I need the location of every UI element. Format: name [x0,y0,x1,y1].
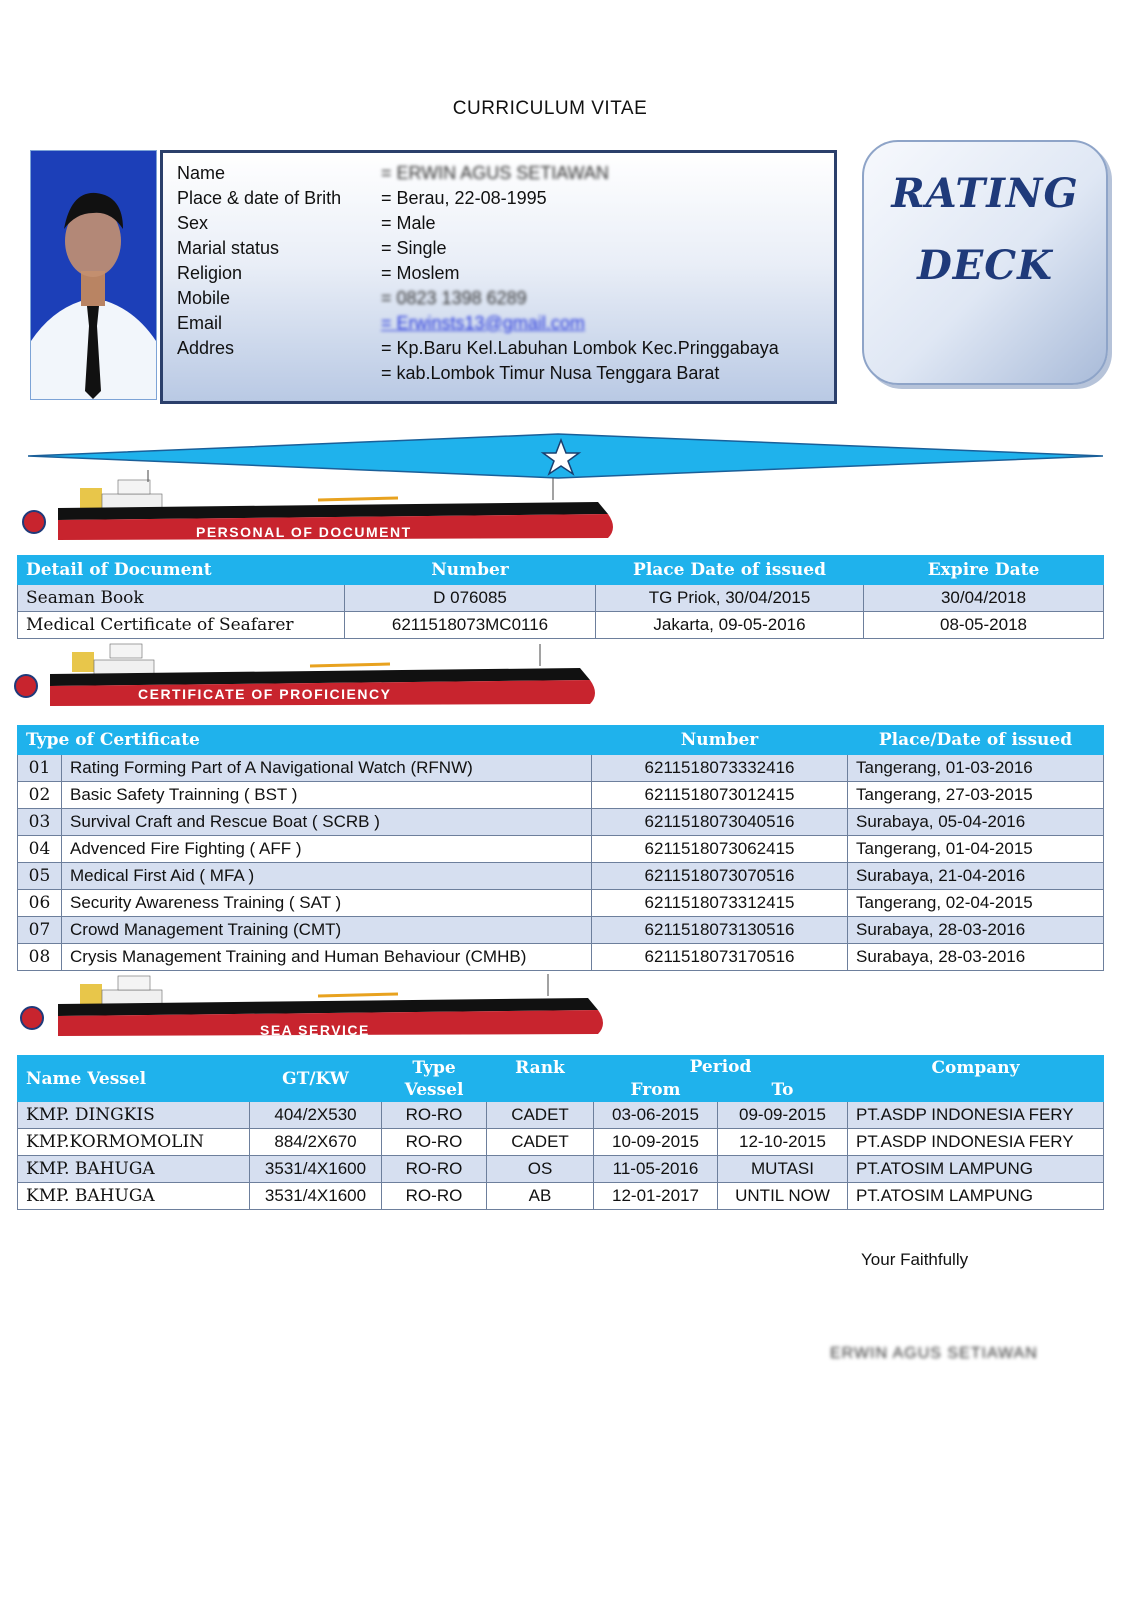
table-row [18,1129,1104,1156]
table-row [18,917,1104,944]
ship-banner-documents [18,470,618,554]
cert-cell: 6211518073130516 [592,917,848,944]
doc-cell: D 076085 [345,585,596,612]
page-title: CURRICULUM VITAE [452,98,648,119]
cert-cell: Advenced Fire Fighting ( AFF ) [62,836,592,863]
info-value: = Kp.Baru Kel.Labuhan Lombok Kec.Pringgabaya [381,338,779,358]
rating-line1: RATING [891,170,1079,217]
cert-cell: 6211518073070516 [592,863,848,890]
doc-cell: 30/04/2018 [864,585,1104,612]
cert-cell: 6211518073312415 [592,890,848,917]
table-row [18,809,1104,836]
header-vessel: Name Vessel [18,1056,250,1102]
cert-header-cell: Type of Certificate [18,726,592,755]
table-row [18,890,1104,917]
doc-cell: TG Priok, 30/04/2015 [596,585,864,612]
info-row [163,236,823,261]
cert-cell: 04 [18,836,62,863]
table-row [18,612,1104,639]
doc-header-cell: Number [345,556,596,585]
personal-info-box [160,150,837,404]
cert-cell: Tangerang, 01-03-2016 [848,755,1104,782]
info-label: Email [177,313,223,333]
compass-icon [21,1007,43,1029]
doc-cell: 6211518073MC0116 [345,612,596,639]
sea-cell: 3531/4X1600 [250,1156,382,1183]
header-rank: Rank [487,1056,594,1102]
doc-header-cell: Detail of Document [18,556,345,585]
sea-cell: 404/2X530 [250,1102,382,1129]
sea-cell: MUTASI [718,1156,848,1183]
header-to: To [718,1079,848,1102]
cert-cell: Medical First Aid ( MFA ) [62,863,592,890]
doc-cell: Jakarta, 09-05-2016 [596,612,864,639]
cert-cell: 6211518073040516 [592,809,848,836]
ship-banner-sea-service [18,966,618,1050]
sea-cell: PT.ASDP INDONESIA FERY [848,1102,1104,1129]
cert-cell: Rating Forming Part of A Navigational Watch (RFNW) [62,755,592,782]
cert-cell: 6211518073170516 [592,944,848,971]
cert-header-cell: Place/Date of issued [848,726,1104,755]
table-row [18,782,1104,809]
cert-cell: Survival Craft and Rescue Boat ( SCRB ) [62,809,592,836]
sea-cell: 884/2X670 [250,1129,382,1156]
sea-cell: KMP. BAHUGA [18,1156,250,1183]
sea-cell: CADET [487,1102,594,1129]
table-row [18,836,1104,863]
section-label-documents: PERSONAL OF DOCUMENT [196,524,412,540]
header-company: Company [848,1056,1104,1102]
cert-cell: 05 [18,863,62,890]
table-row [18,863,1104,890]
info-value: = Berau, 22-08-1995 [381,188,547,208]
sea-cell: PT.ATOSIM LAMPUNG [848,1156,1104,1183]
header-type-line2: Vessel [404,1079,464,1100]
cert-cell: Crysis Management Training and Human Behaviour (CMHB) [62,944,592,971]
info-row [163,336,823,361]
header-gtkw: GT/KW [250,1056,382,1102]
info-value: = kab.Lombok Timur Nusa Tenggara Barat [381,363,720,383]
table-row [18,1183,1104,1210]
info-value: = Erwinsts13@gmail.com [381,313,585,333]
cert-cell: 03 [18,809,62,836]
sea-cell: 03-06-2015 [594,1102,718,1129]
info-value: = Male [381,213,436,233]
cert-cell: Basic Safety Trainning ( BST ) [62,782,592,809]
closing-text: Your Faithfully [861,1250,969,1269]
info-value: = 0823 1398 6289 [381,288,527,308]
ship-banner-certificates [10,638,610,722]
info-label: Addres [177,338,235,358]
table-row [18,944,1104,971]
sea-cell: 10-09-2015 [594,1129,718,1156]
doc-cell: 08-05-2018 [864,612,1104,639]
header-type-line1: Type [412,1057,456,1078]
cert-cell: Tangerang, 02-04-2015 [848,890,1104,917]
doc-header-cell: Expire Date [864,556,1104,585]
cert-cell: 06 [18,890,62,917]
info-label: Religion [177,263,243,283]
sea-service-table [17,1055,1104,1210]
cert-cell: 08 [18,944,62,971]
sea-cell: KMP. DINGKIS [18,1102,250,1129]
documents-table [17,555,1104,639]
info-row [163,286,823,311]
doc-cell: Medical Certificate of Seafarer [18,612,345,639]
signature: ERWIN AGUS SETIAWAN [830,1345,1038,1362]
sea-cell: 11-05-2016 [594,1156,718,1183]
info-label: Marial status [177,238,280,258]
sea-cell: RO-RO [382,1129,487,1156]
cert-cell: Security Awareness Training ( SAT ) [62,890,592,917]
rating-deck-badge [862,140,1108,385]
doc-cell: Seaman Book [18,585,345,612]
compass-icon [23,511,45,533]
compass-icon [15,675,37,697]
info-label: Mobile [177,288,231,308]
profile-photo [30,150,157,400]
cert-header-cell: Number [592,726,848,755]
sea-cell: 12-10-2015 [718,1129,848,1156]
cert-cell: Surabaya, 28-03-2016 [848,944,1104,971]
sea-cell: 3531/4X1600 [250,1183,382,1210]
info-value: = Moslem [381,263,460,283]
cert-cell: 6211518073332416 [592,755,848,782]
sea-cell: AB [487,1183,594,1210]
cert-cell: Tangerang, 27-03-2015 [848,782,1104,809]
sea-cell: KMP.KORMOMOLIN [18,1129,250,1156]
certificates-table [17,725,1104,971]
header-type-vessel [382,1056,487,1102]
cert-cell: Surabaya, 28-03-2016 [848,917,1104,944]
section-label-certificates: CERTIFICATE OF PROFICIENCY [138,686,392,702]
sea-cell: 09-09-2015 [718,1102,848,1129]
table-row [18,585,1104,612]
cert-cell: Crowd Management Training (CMT) [62,917,592,944]
sea-cell: RO-RO [382,1102,487,1129]
info-row [163,261,823,286]
info-label: Name [177,163,226,183]
info-row [163,186,823,211]
cert-cell: Surabaya, 21-04-2016 [848,863,1104,890]
table-row [18,1102,1104,1129]
sea-cell: OS [487,1156,594,1183]
table-row [18,1156,1104,1183]
cert-cell: 6211518073062415 [592,836,848,863]
header-period: Period [594,1056,848,1079]
sea-cell: CADET [487,1129,594,1156]
cert-cell: 01 [18,755,62,782]
cert-cell: 6211518073012415 [592,782,848,809]
rating-line2: DECK [917,242,1053,289]
sea-cell: UNTIL NOW [718,1183,848,1210]
info-row [163,361,823,386]
sea-cell: PT.ASDP INDONESIA FERY [848,1129,1104,1156]
sea-cell: KMP. BAHUGA [18,1183,250,1210]
sea-cell: 12-01-2017 [594,1183,718,1210]
doc-header-cell: Place Date of issued [596,556,864,585]
info-label: Sex [177,213,209,233]
info-row [163,211,823,236]
section-label-sea-service: SEA SERVICE [260,1022,370,1038]
sea-cell: RO-RO [382,1183,487,1210]
cert-cell: Tangerang, 01-04-2015 [848,836,1104,863]
table-row [18,755,1104,782]
cert-cell: 02 [18,782,62,809]
info-value: = Single [381,238,447,258]
cert-cell: Surabaya, 05-04-2016 [848,809,1104,836]
info-row [163,161,823,186]
sea-cell: PT.ATOSIM LAMPUNG [848,1183,1104,1210]
header-from: From [594,1079,718,1102]
info-value: = ERWIN AGUS SETIAWAN [381,163,609,183]
info-row [163,311,823,336]
info-label: Place & date of Brith [177,188,342,208]
sea-cell: RO-RO [382,1156,487,1183]
cert-cell: 07 [18,917,62,944]
